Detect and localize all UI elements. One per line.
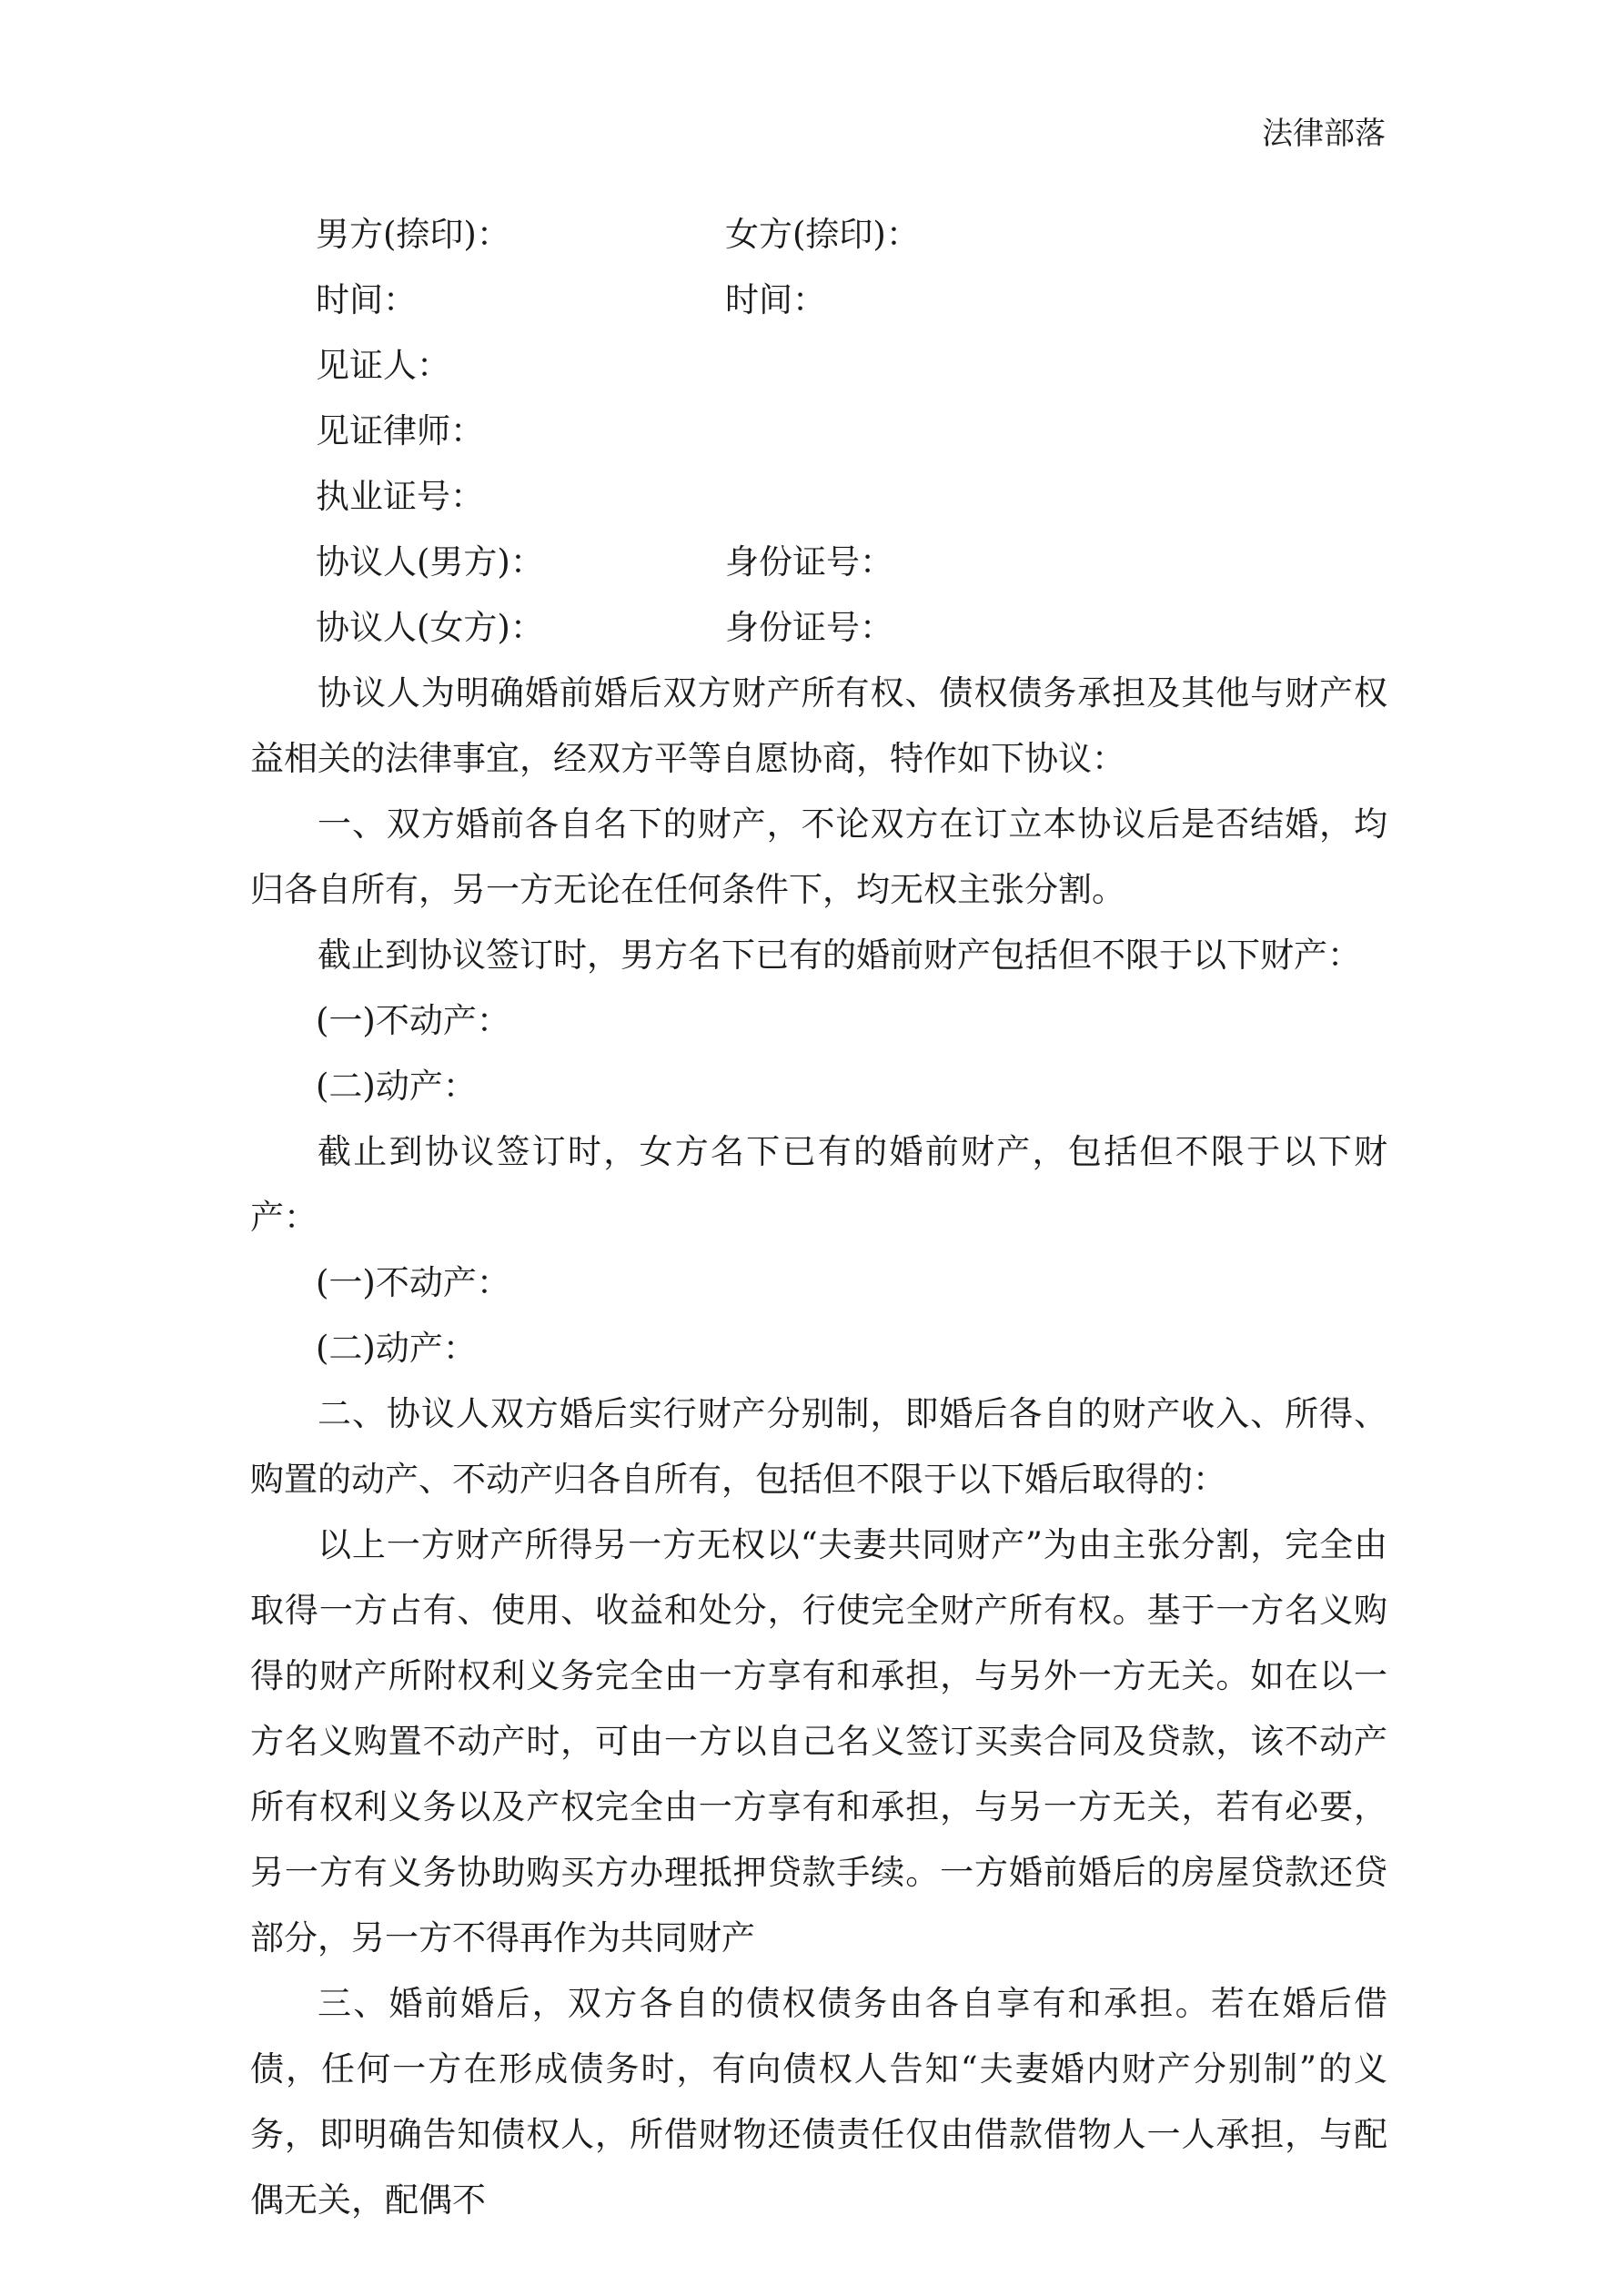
license-number-label: 执业证号： [316, 477, 484, 516]
clause-3-paragraph: 三、婚前婚后，双方各自的债权债务由各自享有和承担。若在婚后借债，任何一方在形成债务时，有向债权人告知“夫妻婚内财产分别制”的义务，即明确告知债权人，所借财物还债责任仅由借款借物人一人承担，与配偶无关，配偶不 [250, 1984, 1387, 2220]
female-sign-label: 女方(捺印)： [725, 215, 920, 254]
female-id-label: 身份证号： [725, 608, 893, 647]
female-party-label: 协议人(女方)： [316, 608, 544, 647]
time-row [250, 268, 1387, 333]
witness-lawyer-label: 见证律师： [316, 411, 484, 450]
male-real-estate-label: (一)不动产： [316, 1001, 510, 1040]
male-sign-label: 男方(捺印)： [316, 215, 510, 254]
clause-1-paragraph: 一、双方婚前各自名下的财产，不论双方在订立本协议后是否结婚，均归各自所有，另一方无论在任何条件下，均无权主张分割。 [250, 804, 1387, 909]
intro-paragraph: 协议人为明确婚前婚后双方财产所有权、债权债务承担及其他与财产权益相关的法律事宜，经双方平等自愿协商，特作如下协议： [250, 673, 1387, 778]
male-id-label: 身份证号： [725, 542, 893, 582]
witness-label: 见证人： [316, 346, 450, 385]
male-party-label: 协议人(男方)： [316, 542, 544, 582]
time-right-label: 时间： [725, 280, 826, 319]
male-movables-label: (二)动产： [316, 1067, 477, 1106]
female-assets-intro: 截止到协议签订时，女方名下已有的婚前财产，包括但不限于以下财产： [250, 1132, 1387, 1237]
document-body [250, 202, 1387, 2233]
signature-row [250, 202, 1387, 268]
male-party-row [250, 530, 1387, 595]
female-real-estate-label: (一)不动产： [316, 1263, 510, 1302]
page-header-source: 法律部落 [1262, 116, 1386, 152]
clause-2-detail-paragraph: 以上一方财产所得另一方无权以“夫妻共同财产”为由主张分割，完全由取得一方占有、使用、收益和处分，行使完全财产所有权。基于一方名义购得的财产所附权利义务完全由一方享有和承担，与另外一方无关。如在以一方名义购置不动产时，可由一方以自己名义签订买卖合同及贷款，该不动产所有权利义务以及产权完全由一方享有和承担，与另一方无关，若有必要，另一方有义务协助购买方办理抵押贷款手续。一方婚前婚后的房屋贷款还贷部分，另一方不得再作为共同财产 [250, 1525, 1387, 1957]
male-assets-intro: 截止到协议签订时，男方名下已有的婚前财产包括但不限于以下财产： [318, 936, 1361, 975]
time-left-label: 时间： [316, 280, 417, 319]
female-party-row [250, 595, 1387, 661]
female-movables-label: (二)动产： [316, 1329, 477, 1368]
clause-2-paragraph: 二、协议人双方婚后实行财产分别制，即婚后各自的财产收入、所得、购置的动产、不动产归各自所有，包括但不限于以下婚后取得的： [250, 1394, 1387, 1499]
